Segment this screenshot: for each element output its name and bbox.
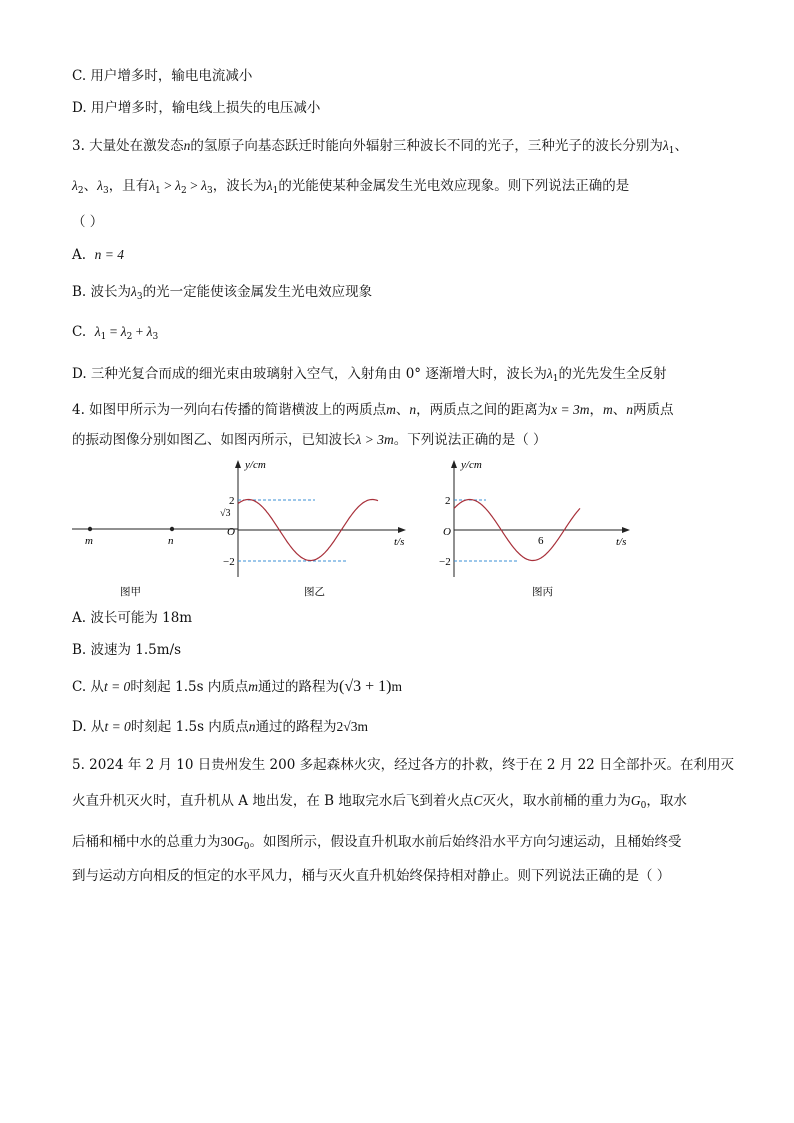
bing-tick-2: 2: [445, 495, 451, 507]
bing-tick-neg2: −2: [439, 556, 451, 568]
bing-caption: 图丙: [532, 586, 553, 598]
q4-option-c: C. 从t = 0时刻起 1.5s 内质点m通过的路程为(√3 + 1)m: [72, 678, 403, 695]
q3-option-d: D. 三种光复合而成的细光束由玻璃射入空气，入射角由 0° 逐渐增大时，波长为$\lambda_1$的光先发生全反射: [72, 366, 667, 384]
q3-answer-paren: （ ）: [72, 214, 104, 230]
yi-xlabel: t/s: [394, 536, 405, 548]
yi-tick-2: 2: [229, 495, 235, 507]
yi-origin: O: [227, 526, 235, 538]
yi-x-arrow: [398, 527, 406, 533]
q3-option-c: C. $\lambda_1 = \lambda_2 + \lambda_3$: [72, 324, 159, 342]
jia-caption: 图甲: [120, 586, 141, 598]
point-m: [88, 527, 92, 531]
q3-option-a: A. n = 4: [72, 247, 125, 263]
yi-ylabel: y/cm: [245, 459, 266, 471]
q2-option-c: C. 用户增多时，输电电流减小: [72, 68, 253, 84]
bing-y-arrow: [451, 460, 457, 468]
bing-graph: [439, 459, 630, 598]
q5-line2: 火直升机灭火时，直升机从 A 地出发，在 B 地取完水后飞到着火点C灭火，取水前桶的重力为$G_0$，取水: [72, 793, 687, 811]
q5-line4: 到与运动方向相反的恒定的水平风力，桶与灭火直升机始终保持相对静止。则下列说法正确的是（ ）: [72, 868, 671, 884]
q4-option-a: A. 波长可能为 18m: [72, 610, 193, 626]
q3-option-b: B. 波长为$\lambda_3$的光一定能使该金属发生光电效应现象: [72, 284, 373, 302]
bing-origin: O: [443, 526, 451, 538]
q3-stem-line2: $\lambda_2$、$\lambda_3$，且有$\lambda_1 > \lambda_2 > \lambda_3$，波长为$\lambda_1$的光能使某种金属发生光电效应现象。则下列说法正确的是: [72, 178, 630, 196]
yi-graph: [220, 459, 406, 598]
bing-tick-6: 6: [538, 535, 544, 547]
point-n: [170, 527, 174, 531]
bing-xlabel: t/s: [616, 536, 627, 548]
q4-figures: [60, 452, 660, 602]
point-m-label: m: [85, 535, 93, 547]
yi-caption: 图乙: [304, 586, 325, 598]
q3-stem-line1: 3. 大量处在激发态n的氢原子向基态跃迁时能向外辐射三种波长不同的光子，三种光子的波长分别为$\lambda_1$、: [72, 138, 689, 156]
q4-stem-line1: 4. 如图甲所示为一列向右传播的简谐横波上的两质点m、n，两质点之间的距离为x = 3m，m、n两质点: [72, 402, 674, 418]
q4-stem-line2: 的振动图像分别如图乙、如图丙所示，已知波长λ > 3m。下列说法正确的是（ ）: [72, 432, 547, 448]
bing-x-arrow: [622, 527, 630, 533]
q5-line3: 后桶和桶中水的总重力为$30G_0$。如图所示，假设直升机取水前后始终沿水平方向匀速运动，且桶始终受: [72, 834, 682, 852]
yi-y-arrow: [235, 460, 241, 468]
q5-line1: 5. 2024 年 2 月 10 日贵州发生 200 多起森林火灾，经过各方的扑救，终于在 2 月 22 日全部扑灭。在利用灭: [72, 757, 735, 773]
point-n-label: n: [168, 535, 174, 547]
yi-tick-neg2: −2: [223, 556, 235, 568]
q4-option-b: B. 波速为 1.5m/s: [72, 642, 182, 658]
yi-tick-sqrt3: √3: [220, 508, 231, 519]
bing-ylabel: y/cm: [461, 459, 482, 471]
q2-option-d: D. 用户增多时，输电线上损失的电压减小: [72, 100, 321, 116]
q4-option-d: D. 从t = 0时刻起 1.5s 内质点n通过的路程为2√3m: [72, 719, 368, 735]
